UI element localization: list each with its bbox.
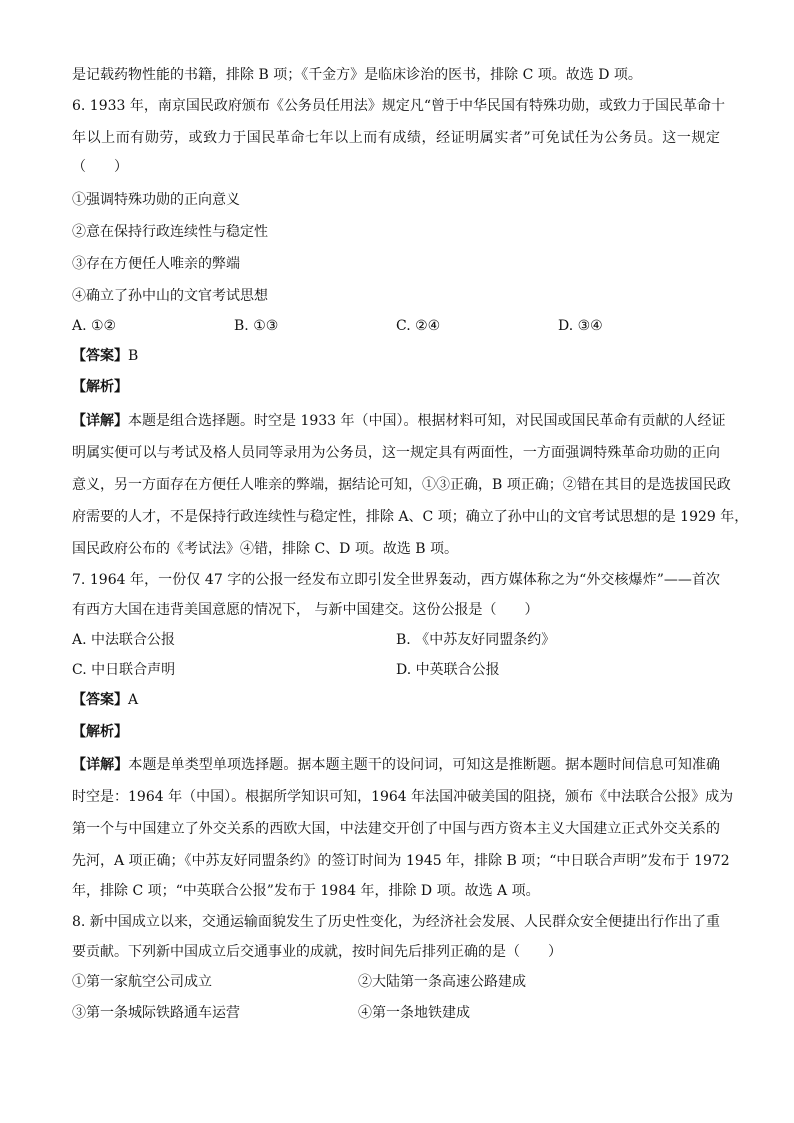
q6-option-b: B. ①③ bbox=[234, 318, 279, 334]
q8-item: ①第一家航空公司成立 bbox=[72, 974, 212, 990]
q8-item: ②大陆第一条高速公路建成 bbox=[358, 974, 526, 990]
q6-stem-line: 年以上而有勋劳，或致力于国民革命七年以上而有成绩，经证明属实者”可免试任为公务员。这一规定 bbox=[72, 130, 720, 146]
q7-detail-line bbox=[72, 755, 720, 775]
q6-option-a: A. ①② bbox=[72, 318, 117, 334]
answer-value: A bbox=[128, 692, 139, 708]
q7-answer bbox=[72, 690, 138, 710]
q6-item: ①强调特殊功勋的正向意义 bbox=[72, 192, 240, 208]
q6-item: ③存在方便任人唯亲的弊端 bbox=[72, 256, 240, 272]
q7-detail-line: 先河，A 项正确；《中苏友好同盟条约》的签订时间为 1945 年，排除 B 项；“中日联合声明”发布于 1972 bbox=[72, 853, 730, 869]
q6-stem-line: （ ） bbox=[72, 159, 128, 175]
q7-detail-line: 第一个与中国建立了外交关系的西欧大国，中法建交开创了中国与西方资本主义大国建立正式外交关系的 bbox=[72, 821, 720, 837]
detail-text: 本题是单类型单项选择题。据本题主题干的设问词，可知这是推断题。据本题时间信息可知准确 bbox=[128, 757, 721, 773]
q7-option-b: B. 《中苏友好同盟条约》 bbox=[396, 632, 556, 648]
q8-stem-line: 要贡献。下列新中国成立后交通事业的成就，按时间先后排列正确的是（ ） bbox=[72, 944, 562, 960]
q8-item: ③第一条城际铁路通车运营 bbox=[72, 1005, 240, 1021]
q7-stem-line: 7. 1964 年，一份仅 47 字的公报一经发布立即引发全世界轰动，西方媒体称之为“外交核爆炸”——首次 bbox=[72, 572, 720, 588]
q6-option-c: C. ②④ bbox=[396, 318, 441, 334]
q6-detail-line: 府需要的人才，不是保持行政连续性与稳定性，排除 A、C 项；确立了孙中山的文官考试思想的是 1929 年， bbox=[72, 509, 749, 525]
answer-label: 【答案】 bbox=[72, 348, 128, 364]
answer-value: B bbox=[128, 348, 139, 364]
q8-item: ④第一条地铁建成 bbox=[358, 1005, 470, 1021]
q6-item: ②意在保持行政连续性与稳定性 bbox=[72, 224, 268, 240]
q6-stem-line: 6. 1933 年，南京国民政府颁布《公务员任用法》规定凡“曾于中华民国有特殊功勋，或致力于国民革命十 bbox=[72, 98, 726, 114]
q6-detail-line: 明属实便可以与考试及格人员同等录用为公务员，这一规定具有两面性，一方面强调特殊革命功勋的正向 bbox=[72, 445, 720, 461]
detail-label: 【详解】 bbox=[72, 757, 129, 773]
q6-analysis-label: 【解析】 bbox=[72, 379, 128, 395]
q6-answer bbox=[72, 346, 138, 366]
q5-analysis-tail: 是记载药物性能的书籍，排除 B 项；《千金方》是临床诊治的医书，排除 C 项。故选 D 项。 bbox=[72, 67, 642, 83]
q8-stem-line: 8. 新中国成立以来，交通运输面貌发生了历史性变化，为经济社会发展、人民群众安全便捷出行作出了重 bbox=[72, 914, 720, 930]
q6-detail-line bbox=[72, 411, 726, 431]
q6-detail-line: 意义，另一方面存在方便任人唯亲的弊端，据结论可知，①③正确，B 项正确；②错在其目的是选拔国民政 bbox=[72, 477, 731, 493]
q7-option-a: A. 中法联合公报 bbox=[72, 632, 176, 648]
detail-label: 【详解】 bbox=[72, 413, 128, 429]
q7-detail-line: 时空是：1964 年（中国）。根据所学知识可知，1964 年法国冲破美国的阻挠，颁布《中法联合公报》成为 bbox=[72, 789, 734, 805]
q6-detail-line: 国民政府公布的《考试法》④错，排除 C、D 项。故选 B 项。 bbox=[72, 541, 459, 557]
q7-option-d: D. 中英联合公报 bbox=[396, 662, 500, 678]
q7-analysis-label: 【解析】 bbox=[72, 724, 128, 740]
detail-text: 本题是组合选择题。时空是 1933 年（中国）。根据材料可知，对民国或国民革命有贡献的人经证 bbox=[128, 413, 726, 429]
q7-stem-line: 有西方大国在违背美国意愿的情况下， 与新中国建交。这份公报是（ ） bbox=[72, 602, 539, 618]
q6-option-d: D. ③④ bbox=[558, 318, 603, 334]
q7-option-c: C. 中日联合声明 bbox=[72, 662, 176, 678]
answer-label: 【答案】 bbox=[72, 692, 128, 708]
q7-detail-line: 年，排除 C 项；“中英联合公报”发布于 1984 年，排除 D 项。故选 A 项。 bbox=[72, 883, 540, 899]
q6-item: ④确立了孙中山的文官考试思想 bbox=[72, 288, 268, 304]
